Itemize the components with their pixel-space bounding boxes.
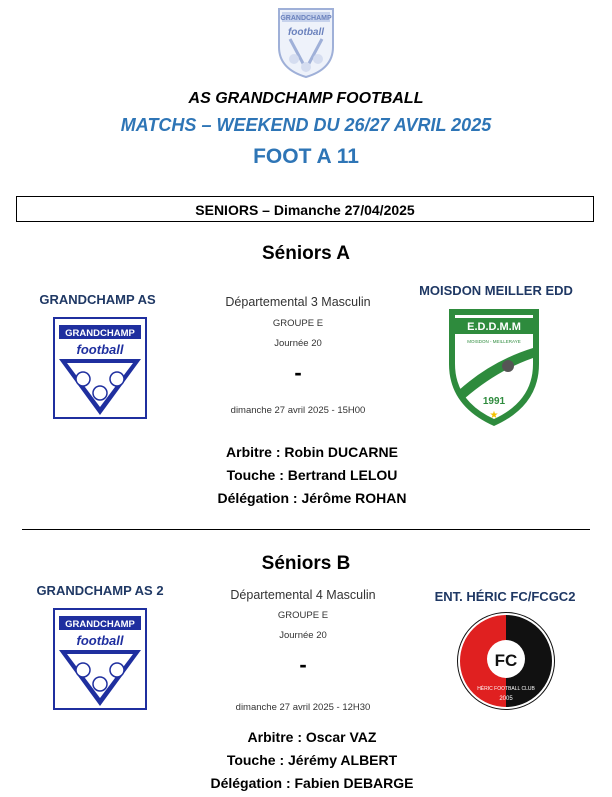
home-team-name: GRANDCHAMP AS: [39, 292, 156, 307]
home-team-name: GRANDCHAMP AS 2: [36, 583, 164, 598]
referee: Arbitre : Robin DUCARNE: [226, 444, 398, 460]
away-team-name: ENT. HÉRIC FC/FCGC2: [434, 589, 576, 604]
away-team-name: MOISDON MEILLER EDD: [419, 283, 573, 298]
format-title: FOOT A 11: [253, 145, 359, 168]
away-logo-sub: MOISDON - MEILLERAYE: [467, 339, 521, 344]
group: GROUPE E: [277, 610, 329, 621]
away-logo-text: E.D.D.M.M: [467, 321, 521, 333]
delegate: Délégation : Jérôme ROHAN: [217, 490, 407, 506]
linesman: Touche : Bertrand LELOU: [226, 467, 398, 483]
section-header: SENIORS – Dimanche 27/04/2025: [16, 196, 594, 222]
delegate: Délégation : Fabien DEBARGE: [210, 775, 414, 791]
home-logo-main: football: [76, 342, 124, 357]
away-logo-year: 2005: [499, 696, 513, 702]
referee: Arbitre : Oscar VAZ: [247, 729, 377, 745]
away-team-logo: [455, 610, 557, 712]
star-icon: ★: [489, 410, 499, 421]
home-team-logo: [53, 317, 147, 419]
round: Journée 20: [279, 630, 327, 641]
away-logo-year: 1991: [482, 396, 506, 407]
competition: Départemental 4 Masculin: [230, 588, 376, 602]
match-title: Séniors B: [261, 553, 351, 574]
divider: [22, 529, 590, 530]
round: Journée 20: [274, 338, 322, 349]
linesman: Touche : Jérémy ALBERT: [226, 752, 398, 768]
officials-block: [0, 726, 612, 795]
home-logo-top: GRANDCHAMP: [65, 328, 135, 339]
score: -: [294, 360, 302, 385]
home-team-logo: [53, 608, 147, 710]
match-datetime: dimanche 27 avril 2025 - 15H00: [230, 405, 366, 416]
away-team-logo: [446, 306, 542, 430]
header-logo-main: football: [287, 27, 325, 38]
club-logo-header: [276, 7, 336, 79]
weekend-title: MATCHS – WEEKEND DU 26/27 AVRIL 2025: [120, 115, 492, 135]
club-title: AS GRANDCHAMP FOOTBALL: [188, 90, 424, 107]
score: -: [299, 652, 307, 677]
header-logo-top: GRANDCHAMP: [280, 15, 332, 22]
away-logo-sub: HÉRIC FOOTBALL CLUB: [477, 686, 535, 692]
match-title: Séniors A: [262, 243, 350, 264]
away-logo-text: FC: [494, 651, 518, 670]
group: GROUPE E: [272, 318, 324, 329]
home-logo-top: GRANDCHAMP: [65, 619, 135, 630]
officials-block: [0, 441, 612, 510]
match-datetime: dimanche 27 avril 2025 - 12H30: [235, 702, 371, 713]
competition: Départemental 3 Masculin: [225, 295, 371, 309]
home-logo-main: football: [76, 633, 124, 648]
